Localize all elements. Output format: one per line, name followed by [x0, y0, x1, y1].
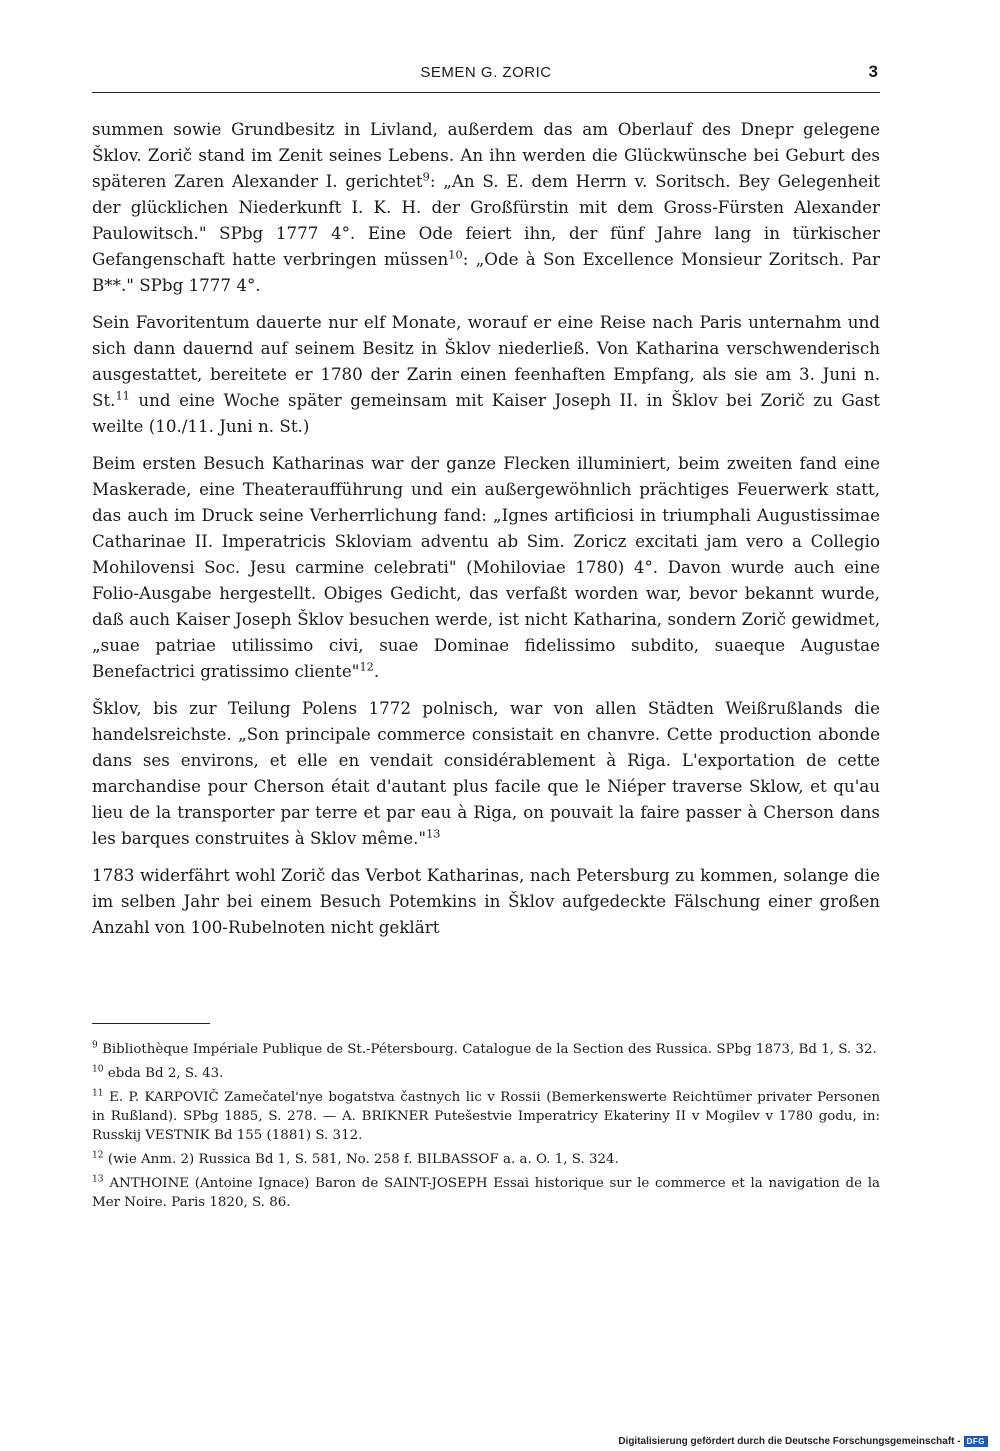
footnote-10 — [92, 1064, 880, 1083]
text-segment: Sein Favoritentum dauerte nur elf Monate, worauf er eine Reise nach Paris unternahm und sich dann dauernd auf seinem Besitz in Šklov niederließ. Von Katharina verschwenderisch ausgestattet, bereitete er 1780 der Zarin einen feenhaften Empfang, als sie am 3. Juni n. St. — [92, 312, 880, 410]
footnote-11 — [92, 1088, 880, 1145]
footnote-ref-12[interactable]: 12 — [359, 659, 374, 674]
paragraph-4 — [92, 695, 880, 851]
text-segment: : „Ode à Son Excellence Monsieur Zoritsch. Par B**." SPbg 1777 4°. — [92, 249, 880, 295]
text-segment: . — [373, 661, 380, 681]
footnote-ref-13[interactable]: 13 — [426, 826, 441, 841]
digitization-credit — [618, 1436, 988, 1447]
dfg-logo-icon: DFG — [964, 1436, 988, 1447]
footnote-divider — [92, 1023, 210, 1024]
running-header — [92, 62, 880, 93]
paragraph-2 — [92, 309, 880, 439]
footnote-text: E. P. KARPOVIČ Zamečatel'nye bogatstva častnych lic v Rossii (Bemerkenswerte Reichtümer privater Personen in Rußland). SPbg 1885, S. 278. — A. BRIKNER Putešestvie Imperatricy Ekateriny II v Mogilev v 1780 godu, in: Russkij VESTNIK Bd 155 (1881) S. 312. — [92, 1090, 880, 1143]
footnote-text: Bibliothèque Impériale Publique de St.-Pétersbourg. Catalogue de la Section des Russica. SPbg 1873, Bd 1, S. 32. — [102, 1042, 877, 1057]
footnotes — [92, 1040, 880, 1217]
footnote-number: 11 — [92, 1088, 104, 1099]
footnote-number: 10 — [92, 1064, 104, 1075]
footnote-text: (wie Anm. 2) Russica Bd 1, S. 581, No. 258 f. BILBASSOF a. a. O. 1, S. 324. — [107, 1152, 619, 1167]
footnote-ref-11[interactable]: 11 — [115, 388, 130, 403]
main-text — [92, 116, 880, 951]
text-segment: und eine Woche später gemeinsam mit Kaiser Joseph II. in Šklov bei Zorič zu Gast weilte (10./11. Juni n. St.) — [92, 390, 880, 436]
footnote-number: 9 — [92, 1040, 98, 1051]
running-title: SEMEN G. ZORIC — [420, 64, 552, 81]
paragraph-3 — [92, 450, 880, 684]
footnote-ref-10[interactable]: 10 — [448, 247, 463, 262]
footnote-13 — [92, 1174, 880, 1212]
credit-text: Digitalisierung gefördert durch die Deutsche Forschungsgemeinschaft - — [618, 1436, 961, 1447]
text-segment: summen sowie Grundbesitz in Livland, außerdem das am Oberlauf des Dnepr gelegene Šklov. Zorič stand im Zenit seines Lebens. An ihn werden die Glückwünsche bei Geburt des späteren Zaren Alexander I. gerichtet — [92, 119, 880, 191]
footnote-text: ANTHOINE (Antoine Ignace) Baron de SAINT-JOSEPH Essai historique sur le commerce et la navigation de la Mer Noire. Paris 1820, S. 86. — [92, 1176, 880, 1210]
footnote-number: 12 — [92, 1150, 104, 1161]
footnote-9 — [92, 1040, 880, 1059]
paragraph-1 — [92, 116, 880, 298]
text-segment: : „An S. E. dem Herrn v. Soritsch. Bey Gelegenheit der glücklichen Niederkunft I. K. H. der Großfürstin mit dem Gross-Fürsten Alexander Paulowitsch." SPbg 1777 4°. Eine Ode feiert ihn, der fünf Jahre lang in türkischer Gefangenschaft hatte verbringen müssen — [92, 171, 880, 269]
footnote-12 — [92, 1150, 880, 1169]
paragraph-5 — [92, 862, 880, 940]
text-segment: Šklov, bis zur Teilung Polens 1772 polnisch, war von allen Städten Weißrußlands die handelsreichste. „Son principale commerce consistait en chanvre. Cette production abonde dans ses environs, et elle en vendait considérablement à Riga. L'exportation de cette marchandise pour Cherson était d'autant plus facile que le Niéper traverse Sklow, et qu'au lieu de la transporter par terre et par eau à Riga, on pouvait la faire passer à Cherson dans les barques construites à Sklov même." — [92, 698, 880, 848]
footnote-ref-9[interactable]: 9 — [422, 169, 430, 184]
page-number: 3 — [868, 62, 878, 81]
footnote-number: 13 — [92, 1174, 104, 1185]
text-segment: 1783 widerfährt wohl Zorič das Verbot Katharinas, nach Petersburg zu kommen, solange die im selben Jahr bei einem Besuch Potemkins in Šklov aufgedeckte Fälschung einer großen Anzahl von 100-Rubelnoten nicht geklärt — [92, 865, 880, 937]
text-segment: Beim ersten Besuch Katharinas war der ganze Flecken illuminiert, beim zweiten fand eine Maskerade, eine Theateraufführung und ein außergewöhnlich prächtiges Feuerwerk statt, das auch im Druck seine Verherrlichung fand: „Ignes artificiosi in triumphali Augustissimae Catharinae II. Imperatricis Skloviam adventu ab Sim. Zoricz excitati jam vero a Collegio Mohilovensi Soc. Jesu carmine celebrati" (Mohiloviae 1780) 4°. Davon wurde auch eine Folio-Ausgabe hergestellt. Obiges Gedicht, das verfaßt worden war, bevor bekannt wurde, daß auch Kaiser Joseph Šklov besuchen werde, ist nicht Katharina, sondern Zorič gewidmet, „suae patriae utilissimo civi, suae Dominae fidelissimo subdito, suaeque Augustae Benefactrici gratissimo cliente" — [92, 453, 880, 681]
footnote-text: ebda Bd 2, S. 43. — [107, 1066, 224, 1081]
